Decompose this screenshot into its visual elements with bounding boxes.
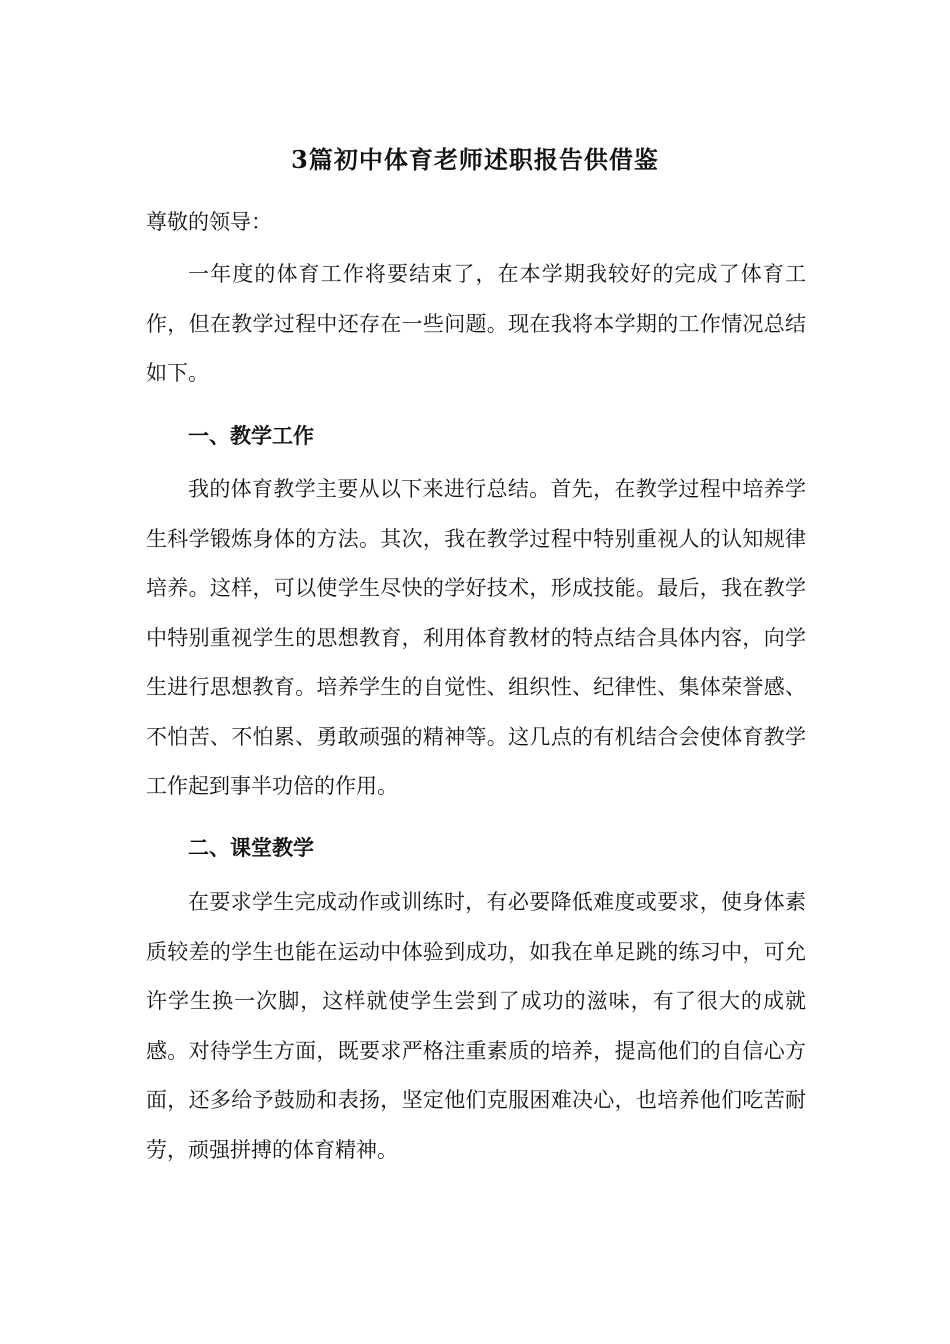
intro-paragraph: 一年度的体育工作将要结束了，在本学期我较好的完成了体育工作，但在教学过程中还存在一些问题。现在我将本学期的工作情况总结如下。 [146,262,806,385]
section-heading-teaching-work: 一、教学工作 [188,423,314,448]
document-title: 3篇初中体育老师述职报告供借鉴 [291,145,659,174]
section-heading-classroom-teaching: 二、课堂教学 [188,835,314,860]
teaching-work-paragraph: 我的体育教学主要从以下来进行总结。首先，在教学过程中培养学生科学锻炼身体的方法。其次，我在教学过程中特别重视人的认知规律培养。这样，可以使学生尽快的学好技术，形成技能。最后，我在教学中特别重视学生的思想教育，利用体育教材的特点结合具体内容，向学生进行思想教育。培养学生的自觉性、组织性、纪律性、集体荣誉感、不怕苦、不怕累、勇敢顽强的精神等。这几点的有机结合会使体育教学工作起到事半功倍的作用。 [146,477,806,798]
classroom-teaching-paragraph: 在要求学生完成动作或训练时，有必要降低难度或要求，使身体素质较差的学生也能在运动中体验到成功，如我在单足跳的练习中，可允许学生换一次脚，这样就使学生尝到了成功的滋味，有了很大的成就感。对待学生方面，既要求严格注重素质的培养，提高他们的自信心方面，还多给予鼓励和表扬，坚定他们克服困难决心，也培养他们吃苦耐劳，顽强拼搏的体育精神。 [146,890,806,1162]
salutation: 尊敬的领导： [146,210,272,234]
